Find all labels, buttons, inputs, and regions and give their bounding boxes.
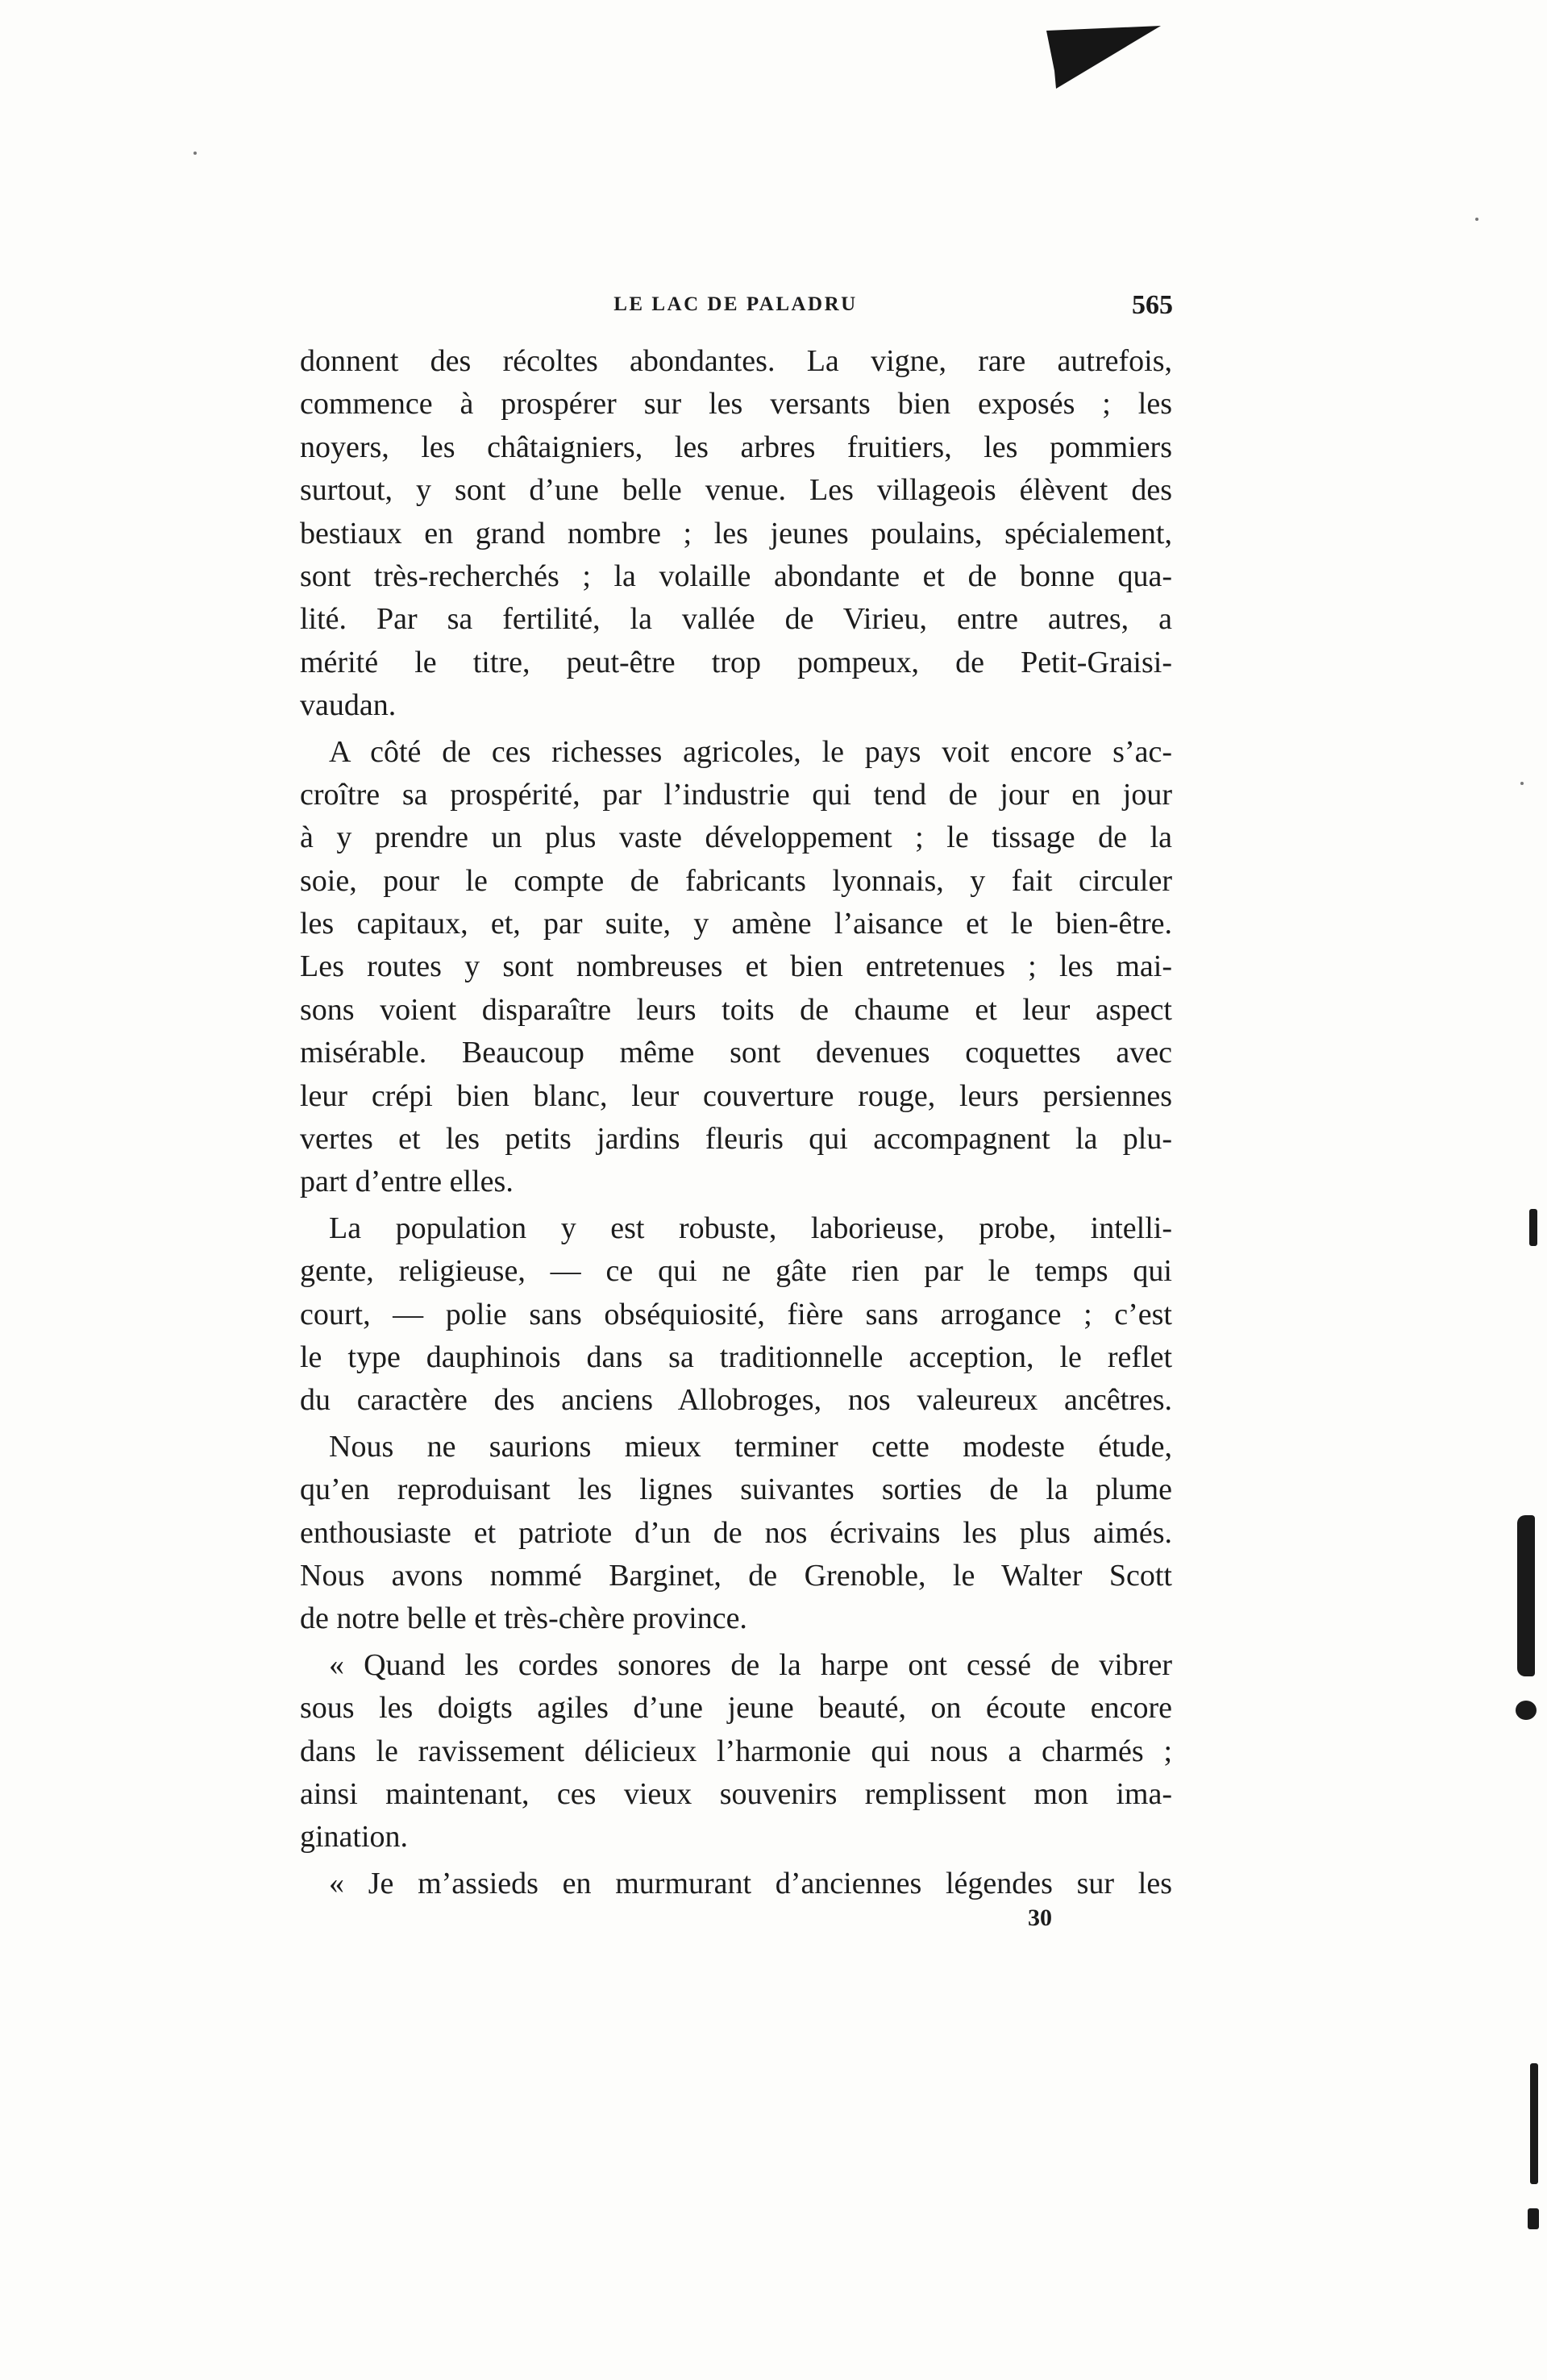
text-line: « Je m’assieds en murmurant d’anciennes légendes sur les <box>329 1866 1172 1900</box>
corner-mark <box>1040 23 1169 95</box>
text-line: commence à prospérer sur les versants bien exposés ; les <box>300 387 1172 422</box>
text-line: leur crépi bien blanc, leur couverture rouge, leurs persiennes <box>300 1078 1172 1113</box>
text-line: dans le ravissement délicieux l’harmonie qui nous a charmés ; <box>300 1734 1172 1768</box>
paragraph <box>300 731 1172 1204</box>
text-line: le type dauphinois dans sa traditionnelle acception, le reflet <box>300 1340 1172 1374</box>
text-line: misérable. Beaucoup même sont devenues coquettes avec <box>300 1036 1172 1070</box>
text-line: à y prendre un plus vaste développement ; le tissage de la <box>300 820 1172 855</box>
margin-mark <box>1530 2063 1538 2184</box>
text-line: Nous ne saurions mieux terminer cette modeste étude, <box>329 1429 1172 1464</box>
text-line: croître sa prospérité, par l’industrie qui tend de jour en jour <box>300 777 1172 812</box>
text-line: court, — polie sans obséquiosité, fière sans arrogance ; c’est <box>300 1297 1172 1331</box>
text-line: lité. Par sa fertilité, la vallée de Virieu, entre autres, a <box>300 602 1172 637</box>
text-line: La population y est robuste, laborieuse, probe, intelli- <box>329 1211 1172 1245</box>
text-line: donnent des récoltes abondantes. La vigne, rare autrefois, <box>300 344 1172 378</box>
text-line: A côté de ces richesses agricoles, le pays voit encore s’ac- <box>329 734 1172 769</box>
speck <box>1520 782 1524 785</box>
text-line: Les routes y sont nombreuses et bien entretenues ; les mai- <box>300 949 1172 984</box>
text-line: sons voient disparaître leurs toits de chaume et leur aspect <box>300 992 1172 1027</box>
text-line: gination. <box>300 1820 409 1855</box>
paragraph <box>300 1863 1172 1905</box>
paragraph <box>300 1644 1172 1859</box>
text-line: Nous avons nommé Barginet, de Grenoble, le Walter Scott <box>300 1558 1172 1593</box>
paragraph <box>300 340 1172 728</box>
text-line: vaudan. <box>300 688 397 723</box>
page-number: 565 <box>1132 290 1173 320</box>
running-header <box>298 290 1173 326</box>
text-line: surtout, y sont d’une belle venue. Les villageois élèvent des <box>300 473 1172 508</box>
text-line: qu’en reproduisant les lignes suivantes sorties de la plume <box>300 1472 1172 1507</box>
text-line: mérité le titre, peut-être trop pompeux, de Petit-Graisi- <box>300 645 1172 679</box>
margin-mark <box>1517 1515 1535 1676</box>
signature-mark: 30 <box>1028 1904 1052 1931</box>
running-title: LE LAC DE PALADRU <box>613 293 858 315</box>
text-line: noyers, les châtaigniers, les arbres fruitiers, les pommiers <box>300 430 1172 464</box>
margin-mark <box>1529 1209 1537 1246</box>
paragraph <box>300 1426 1172 1641</box>
text-line: bestiaux en grand nombre ; les jeunes poulains, spécialement, <box>300 516 1172 550</box>
margin-mark <box>1528 2208 1539 2229</box>
text-line: soie, pour le compte de fabricants lyonnais, y fait circuler <box>300 863 1172 898</box>
text-line: vertes et les petits jardins fleuris qui accompagnent la plu- <box>300 1122 1172 1157</box>
speck <box>193 152 197 155</box>
text-line: part d’entre elles. <box>300 1165 514 1199</box>
text-line: « Quand les cordes sonores de la harpe ont cessé de vibrer <box>329 1647 1172 1682</box>
body-text <box>300 340 1172 1905</box>
text-line: sous les doigts agiles d’une jeune beauté, on écoute encore <box>300 1691 1172 1726</box>
text-line: ainsi maintenant, ces vieux souvenirs remplissent mon ima- <box>300 1776 1172 1811</box>
text-line: gente, religieuse, — ce qui ne gâte rien par le temps qui <box>300 1254 1172 1289</box>
paragraph <box>300 1207 1172 1423</box>
text-line: du caractère des anciens Allobroges, nos valeureux ancêtres. <box>300 1383 1172 1418</box>
text-line: de notre belle et très-chère province. <box>300 1601 747 1636</box>
text-line: sont très-recherchés ; la volaille abondante et de bonne qua- <box>300 559 1172 593</box>
speck <box>1475 218 1478 221</box>
text-line: enthousiaste et patriote d’un de nos écrivains les plus aimés. <box>300 1515 1172 1550</box>
margin-mark <box>1516 1701 1537 1720</box>
text-line: les capitaux, et, par suite, y amène l’aisance et le bien-être. <box>300 907 1172 941</box>
